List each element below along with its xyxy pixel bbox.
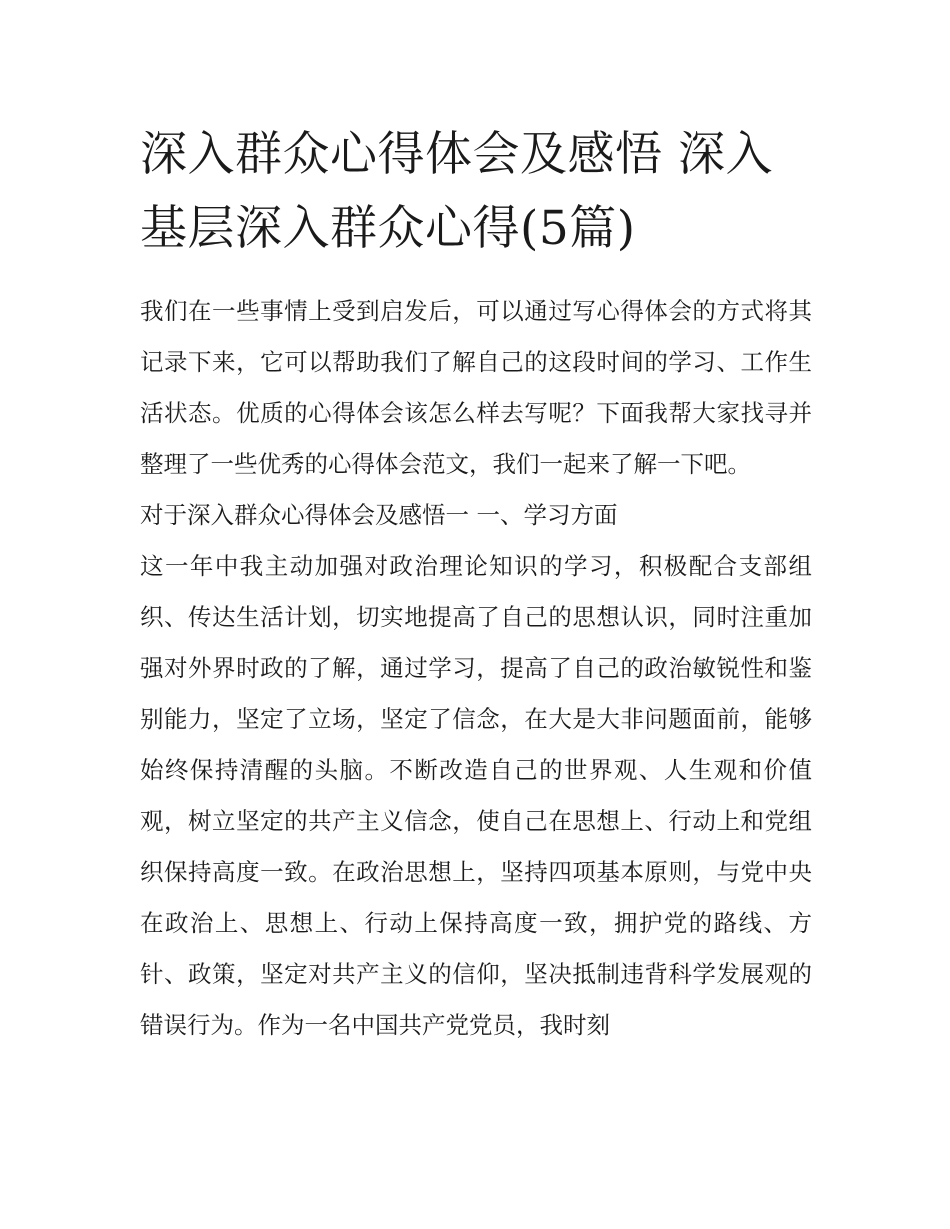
document-page (140, 118, 812, 1051)
intro-paragraph: 我们在一些事情上受到启发后，可以通过写心得体会的方式将其记录下来，它可以帮助我们了解自己的这段时间的学习、工作生活状态。优质的心得体会该怎么样去写呢？下面我帮大家找寻并整理了一些优秀的心得体会范文，我们一起来了解一下吧。 (140, 297, 812, 478)
body-paragraph: 这一年中我主动加强对政治理论知识的学习，积极配合支部组织、传达生活计划，切实地提高了自己的思想认识，同时注重加强对外界时政的了解，通过学习，提高了自己的政治敏锐性和鉴别能力，坚定了立场，坚定了信念，在大是大非问题面前，能够始终保持清醒的头脑。不断改造自己的世界观、人生观和价值观，树立坚定的共产主义信念，使自己在思想上、行动上和党组织保持高度一致。在政治思想上，坚持四项基本原则，与党中央在政治上、思想上、行动上保持高度一致，拥护党的路线、方针、政策，坚定对共产主义的信仰，坚决抵制违背科学发展观的错误行为。作为一名中国共产党党员，我时刻 (140, 552, 812, 1039)
section-heading: 对于深入群众心得体会及感悟一 一、学习方面 (140, 501, 618, 529)
document-title: 深入群众心得体会及感悟 深入基层深入群众心得(5篇) (140, 127, 773, 256)
